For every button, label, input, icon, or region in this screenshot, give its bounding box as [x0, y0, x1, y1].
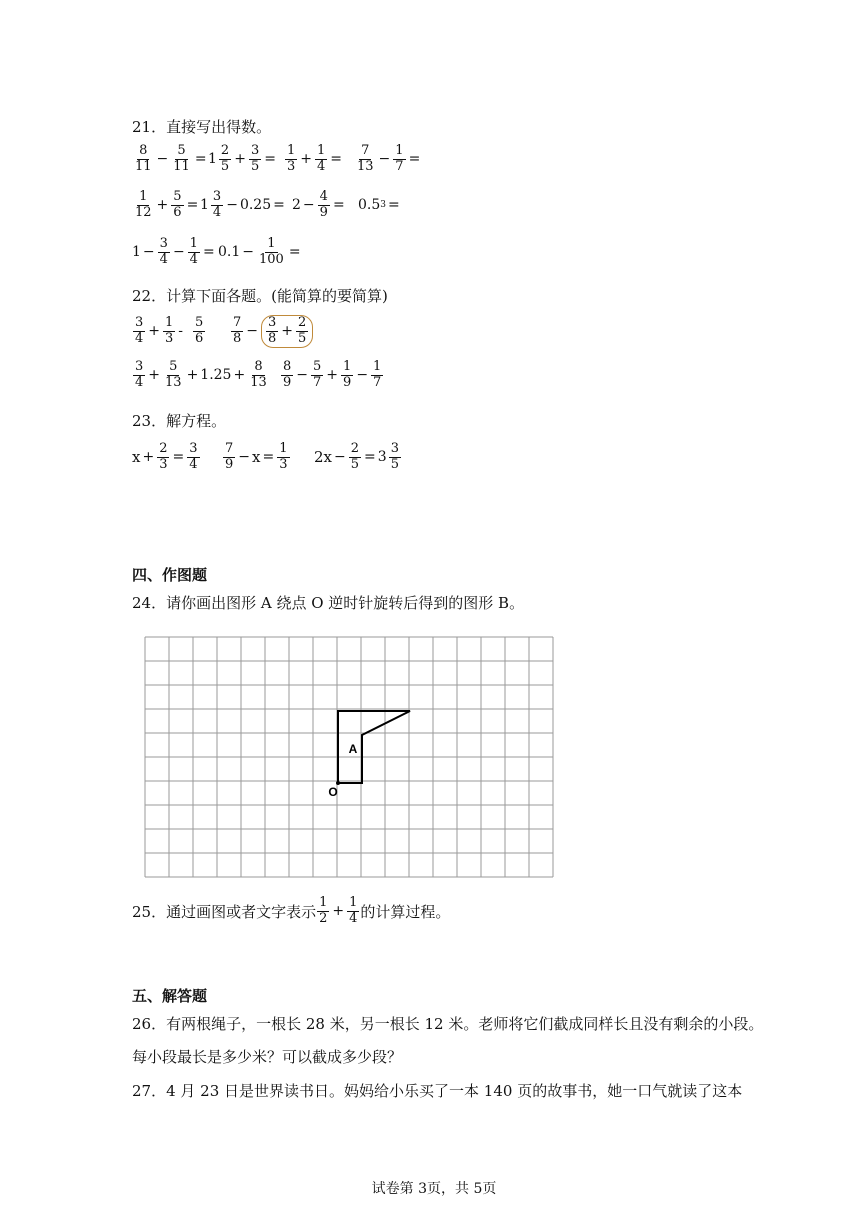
section5-heading: 五、解答题 — [132, 987, 208, 1005]
q26-line2: 每小段最长是多少米？可以截成多少段？ — [132, 1048, 403, 1066]
q25-line: 25．通过画图或者文字表示 $\frac{1}{2}$ + $\frac{1}{4}$ 的计算过程。 — [132, 895, 451, 926]
q21-title: 21．直接写出得数。 — [132, 118, 272, 136]
q26-line1: 26．有两根绳子，一根长 28 米，另一根长 12 米。老师将它们截成同样长且没有剩余的小段。 — [132, 1015, 764, 1033]
q21-r3-e2: 0.1 − $\frac{1}{100}$ = — [218, 236, 301, 267]
q21-r2-e4: 0.5 3 = — [358, 197, 400, 214]
fraction: $\frac{1}{4}$ — [189, 236, 198, 267]
q24-title: 24．请你画出图形 A 绕点 O 逆时针旋转后得到的图形 B。 — [132, 594, 525, 612]
q22-r1-e2: $\frac{7}{8}$ − $\frac{3}{8}$ + $\frac{2}{5}$ — [230, 315, 314, 348]
fraction: $\frac{3}{5}$ — [390, 441, 399, 472]
fraction: $\frac{3}{4}$ — [135, 359, 144, 390]
q27-line1: 27．4 月 23 日是世界读书日。妈妈给小乐买了一本 140 页的故事书，她一口气就读了这本 — [132, 1082, 743, 1100]
q21-r2-e2: 1 $\frac{3}{4}$ − 0.25 = — [200, 189, 285, 220]
fraction: $\frac{1}{3}$ — [279, 441, 288, 472]
section4-heading: 四、作图题 — [132, 566, 208, 584]
fraction: $\frac{8}{9}$ — [283, 359, 292, 390]
fraction: $\frac{1}{2}$ — [319, 895, 328, 926]
fraction: $\frac{3}{4}$ — [189, 441, 198, 472]
fraction: $\frac{1}{4}$ — [349, 895, 358, 926]
fraction: $\frac{3}{5}$ — [250, 143, 260, 174]
fraction: $\frac{2}{5}$ — [298, 315, 307, 346]
fraction: $\frac{8}{11}$ — [135, 143, 152, 174]
q23-e3: 2x − $\frac{2}{5}$ = 3 $\frac{3}{5}$ — [314, 441, 399, 472]
fraction: $\frac{7}{13}$ — [357, 143, 374, 174]
q21-r1-e3: $\frac{1}{3}$ + $\frac{1}{4}$ = — [287, 143, 343, 174]
fraction: $\frac{3}{4}$ — [212, 189, 222, 220]
q22-r2-e1: $\frac{3}{4}$ + $\frac{5}{13}$ + 1.25 + $\frac{8}{13}$ — [135, 359, 267, 390]
page-footer: 试卷第 3页，共 5页 — [371, 1181, 497, 1197]
fraction: $\frac{1}{7}$ — [395, 143, 404, 174]
fraction: $\frac{1}{12}$ — [135, 189, 152, 220]
q23-e2: $\frac{7}{9}$ − x = $\frac{1}{3}$ — [225, 441, 288, 472]
fraction: $\frac{5}{6}$ — [195, 315, 204, 346]
fraction: $\frac{1}{9}$ — [343, 359, 352, 390]
q21-row2 — [132, 190, 402, 221]
fraction: $\frac{3}{8}$ — [268, 315, 277, 346]
fraction: $\frac{5}{11}$ — [173, 143, 190, 174]
point-o-label: O — [328, 785, 338, 799]
fraction: $\frac{1}{7}$ — [373, 359, 382, 390]
q22-title: 22．计算下面各题。(能简算的要简算) — [132, 287, 388, 305]
rotation-grid-figure — [144, 636, 556, 880]
grid-lines — [145, 637, 553, 877]
shape-a-label: A — [348, 742, 358, 756]
fraction: $\frac{5}{13}$ — [165, 359, 182, 390]
fraction: $\frac{1}{3}$ — [165, 315, 174, 346]
fraction: $\frac{3}{4}$ — [135, 315, 144, 346]
q23-title: 23．解方程。 — [132, 412, 227, 430]
fraction: $\frac{7}{8}$ — [233, 315, 242, 346]
fraction: $\frac{1}{3}$ — [287, 143, 296, 174]
fraction: $\frac{7}{9}$ — [225, 441, 234, 472]
fraction: $\frac{3}{4}$ — [159, 236, 168, 267]
q21-r3-e1: 1 − $\frac{3}{4}$ − $\frac{1}{4}$ = — [132, 236, 215, 267]
q23-equations — [132, 442, 402, 473]
fraction: $\frac{2}{5}$ — [220, 143, 230, 174]
fraction: $\frac{2}{3}$ — [159, 441, 168, 472]
q21-row3 — [132, 237, 303, 268]
fraction: $\frac{5}{7}$ — [313, 359, 322, 390]
q21-r1-e1: $\frac{8}{11}$ − $\frac{5}{11}$ = — [135, 143, 207, 174]
q22-r1-e1: $\frac{3}{4}$ + $\frac{1}{3}$ - $\frac{5}{6}$ — [135, 315, 204, 346]
fraction: $\frac{4}{9}$ — [319, 189, 328, 220]
fraction: $\frac{1}{4}$ — [317, 143, 326, 174]
q21-r2-e1: $\frac{1}{12}$ + $\frac{5}{6}$ = — [135, 189, 199, 220]
fraction: $\frac{2}{5}$ — [350, 441, 360, 472]
q21-r1-e2: 1 $\frac{2}{5}$ + $\frac{3}{5}$ = — [208, 143, 276, 174]
q22-r2-e2: $\frac{8}{9}$ − $\frac{5}{7}$ + $\frac{1}{9}$ − $\frac{1}{7}$ — [283, 359, 382, 390]
q22-row1 — [132, 315, 314, 348]
q22-row2 — [132, 360, 384, 391]
parenthesis-group: $\frac{3}{8}$ + $\frac{2}{5}$ — [261, 315, 313, 348]
q23-e1: x + $\frac{2}{3}$ = $\frac{3}{4}$ — [132, 441, 198, 472]
q21-row1 — [132, 144, 422, 175]
fraction: $\frac{8}{13}$ — [250, 359, 267, 390]
q21-r1-e4: $\frac{7}{13}$ − $\frac{1}{7}$ = — [357, 143, 421, 174]
fraction: $\frac{5}{6}$ — [173, 189, 182, 220]
fraction: $\frac{1}{100}$ — [259, 236, 284, 267]
q21-r2-e3: 2 − $\frac{4}{9}$ = — [292, 189, 345, 220]
